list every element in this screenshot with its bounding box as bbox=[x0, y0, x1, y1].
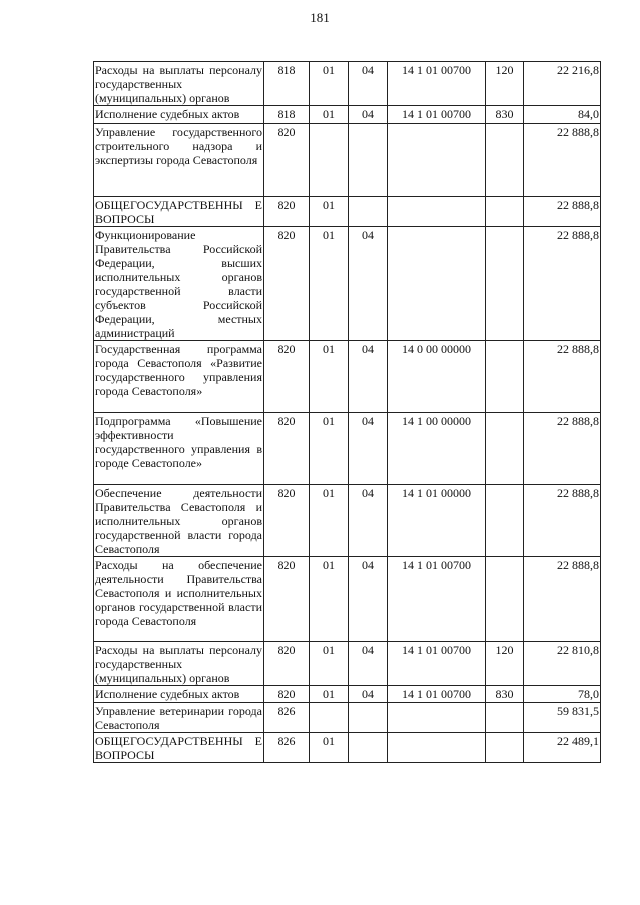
row-pr bbox=[349, 733, 388, 763]
row-vr bbox=[486, 733, 524, 763]
budget-table bbox=[93, 61, 601, 763]
table-row bbox=[94, 62, 601, 106]
row-csr bbox=[388, 227, 486, 341]
row-vr bbox=[486, 227, 524, 341]
row-rz: 01 bbox=[310, 413, 349, 485]
row-vr bbox=[486, 124, 524, 197]
table-row bbox=[94, 642, 601, 686]
row-vr bbox=[486, 413, 524, 485]
row-pr: 04 bbox=[349, 557, 388, 642]
table-row bbox=[94, 485, 601, 557]
budget-table-body bbox=[94, 62, 601, 763]
row-sum: 84,0 bbox=[524, 106, 601, 124]
row-ved: 826 bbox=[264, 733, 310, 763]
row-rz: 01 bbox=[310, 686, 349, 703]
row-rz: 01 bbox=[310, 197, 349, 227]
table-row bbox=[94, 341, 601, 413]
row-name: Функционирование Правительства Российской Федерации, высших исполнительных органов государственной власти субъектов Российской Федерации, местных администраций bbox=[95, 228, 262, 340]
row-sum: 22 888,8 bbox=[524, 124, 601, 197]
page-number: 181 bbox=[310, 10, 330, 25]
row-pr: 04 bbox=[349, 227, 388, 341]
row-rz: 01 bbox=[310, 341, 349, 413]
row-ved: 826 bbox=[264, 703, 310, 733]
row-vr: 120 bbox=[486, 642, 524, 686]
row-pr bbox=[349, 703, 388, 733]
table-row bbox=[94, 413, 601, 485]
row-rz: 01 bbox=[310, 485, 349, 557]
row-rz bbox=[310, 703, 349, 733]
row-name: Расходы на выплаты персоналу государственных (муниципальных) органов bbox=[95, 643, 262, 685]
row-name: Расходы на обеспечение деятельности Правительства Севастополя и исполнительных органов государственной власти города Севастополя bbox=[94, 557, 264, 642]
row-rz: 01 bbox=[310, 106, 349, 124]
row-rz: 01 bbox=[310, 62, 349, 106]
row-vr bbox=[486, 557, 524, 642]
row-ved: 820 bbox=[264, 341, 310, 413]
row-ved: 820 bbox=[264, 557, 310, 642]
row-sum: 22 216,8 bbox=[524, 62, 601, 106]
row-sum: 22 888,8 bbox=[524, 557, 601, 642]
row-vr: 120 bbox=[486, 62, 524, 106]
row-ved: 820 bbox=[264, 642, 310, 686]
row-pr bbox=[349, 197, 388, 227]
row-name: Управление ветеринарии города Севастополя bbox=[95, 704, 262, 732]
row-csr bbox=[388, 124, 486, 197]
row-pr bbox=[349, 124, 388, 197]
row-sum: 22 888,8 bbox=[524, 341, 601, 413]
row-pr: 04 bbox=[349, 106, 388, 124]
row-rz: 01 bbox=[310, 557, 349, 642]
table-row bbox=[94, 197, 601, 227]
row-rz bbox=[310, 124, 349, 197]
table-row bbox=[94, 686, 601, 703]
row-name: Исполнение судебных актов bbox=[94, 106, 264, 124]
row-csr: 14 1 01 00700 bbox=[388, 686, 486, 703]
row-sum: 22 489,1 bbox=[524, 733, 601, 763]
row-name: Расходы на выплаты персоналу государственных (муниципальных) органов bbox=[95, 63, 262, 105]
row-name: Исполнение судебных актов bbox=[94, 686, 264, 703]
row-name: Подпрограмма «Повышение эффективности государственного управления в городе Севастополе» bbox=[94, 413, 264, 485]
row-rz: 01 bbox=[310, 642, 349, 686]
row-csr bbox=[388, 703, 486, 733]
row-pr: 04 bbox=[349, 62, 388, 106]
row-pr: 04 bbox=[349, 642, 388, 686]
row-vr bbox=[486, 197, 524, 227]
row-ved: 820 bbox=[264, 485, 310, 557]
row-name: Управление государственного строительного надзора и экспертизы города Севастополя bbox=[94, 124, 264, 197]
row-name: ОБЩЕГОСУДАРСТВЕННЫ Е ВОПРОСЫ bbox=[95, 198, 262, 226]
row-sum: 22 888,8 bbox=[524, 413, 601, 485]
row-name: ОБЩЕГОСУДАРСТВЕННЫ Е ВОПРОСЫ bbox=[95, 734, 262, 762]
row-csr: 14 0 00 00000 bbox=[388, 341, 486, 413]
row-name: Обеспечение деятельности Правительства Севастополя и исполнительных органов государственной власти города Севастополя bbox=[95, 486, 262, 556]
row-csr bbox=[388, 733, 486, 763]
row-sum: 22 888,8 bbox=[524, 227, 601, 341]
row-ved: 818 bbox=[264, 62, 310, 106]
row-sum: 22 888,8 bbox=[524, 197, 601, 227]
row-csr: 14 1 01 00700 bbox=[388, 557, 486, 642]
row-pr: 04 bbox=[349, 413, 388, 485]
row-vr bbox=[486, 703, 524, 733]
row-sum: 78,0 bbox=[524, 686, 601, 703]
row-sum: 22 810,8 bbox=[524, 642, 601, 686]
row-sum: 59 831,5 bbox=[524, 703, 601, 733]
table-row bbox=[94, 106, 601, 124]
row-ved: 820 bbox=[264, 413, 310, 485]
row-csr: 14 1 01 00700 bbox=[388, 642, 486, 686]
row-csr: 14 1 01 00700 bbox=[388, 106, 486, 124]
row-csr: 14 1 01 00000 bbox=[388, 485, 486, 557]
row-ved: 818 bbox=[264, 106, 310, 124]
row-vr bbox=[486, 485, 524, 557]
table-row bbox=[94, 557, 601, 642]
row-vr bbox=[486, 341, 524, 413]
row-rz: 01 bbox=[310, 227, 349, 341]
row-rz: 01 bbox=[310, 733, 349, 763]
row-csr bbox=[388, 197, 486, 227]
row-pr: 04 bbox=[349, 686, 388, 703]
row-name: Государственная программа города Севастополя «Развитие государственного управления города Севастополя» bbox=[94, 341, 264, 413]
row-sum: 22 888,8 bbox=[524, 485, 601, 557]
row-csr: 14 1 01 00700 bbox=[388, 62, 486, 106]
table-row bbox=[94, 124, 601, 197]
row-ved: 820 bbox=[264, 124, 310, 197]
row-ved: 820 bbox=[264, 227, 310, 341]
table-row bbox=[94, 733, 601, 763]
row-vr: 830 bbox=[486, 106, 524, 124]
row-vr: 830 bbox=[486, 686, 524, 703]
table-row bbox=[94, 703, 601, 733]
row-ved: 820 bbox=[264, 197, 310, 227]
table-row bbox=[94, 227, 601, 341]
row-pr: 04 bbox=[349, 485, 388, 557]
row-pr: 04 bbox=[349, 341, 388, 413]
row-ved: 820 bbox=[264, 686, 310, 703]
row-csr: 14 1 00 00000 bbox=[388, 413, 486, 485]
